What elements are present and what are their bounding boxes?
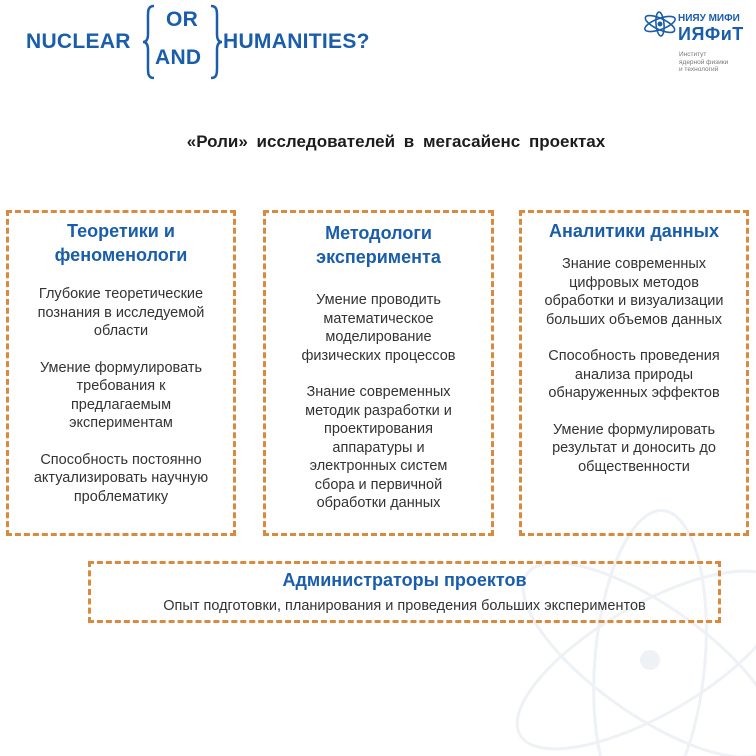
logo-abbr: ИЯФиТ xyxy=(678,24,744,44)
logo-subtitle: Институт ядерной физики и технологий xyxy=(679,51,729,73)
list-item: Глубокие теоретические познания в исследуемой области xyxy=(37,286,205,339)
header-or: OR xyxy=(166,8,199,31)
role-heading: Теоретики и феноменологи xyxy=(54,221,188,265)
right-brace-icon xyxy=(209,4,223,80)
role-box-administrators xyxy=(88,561,721,623)
role-heading: Методологи эксперимента xyxy=(316,223,441,267)
role-items xyxy=(9,285,233,506)
role-box-methodologists xyxy=(263,210,494,536)
list-item: Умение проводить математическое моделирование физических процессов xyxy=(301,292,456,364)
institute-logo xyxy=(642,5,754,85)
list-item: Знание современных цифровых методов обработки и визуализации больших объемов данных xyxy=(544,256,724,328)
atom-logo-icon xyxy=(642,11,678,37)
header xyxy=(0,0,756,90)
logo-org: НИЯУ МИФИ xyxy=(678,13,740,24)
list-item: Знание современных методик разработки и проектирования аппаратуры и электронных систем сбора и первичной обработки данных xyxy=(305,384,452,511)
role-box-theorists xyxy=(6,210,236,536)
left-brace-icon xyxy=(142,4,156,80)
list-item: Умение формулировать требования к предлагаемым экспериментам xyxy=(39,359,203,431)
list-item: Умение формулировать результат и доносить до общественности xyxy=(552,421,716,475)
list-item: Способность постоянно актуализировать научную проблематику xyxy=(33,451,209,505)
header-humanities: HUMANITIES? xyxy=(223,30,370,53)
role-items xyxy=(522,255,746,476)
role-box-analysts xyxy=(519,210,749,536)
list-item: Способность проведения анализа природы обнаруженных эффектов xyxy=(548,348,720,401)
role-heading: Администраторы проектов xyxy=(282,570,527,590)
header-and: AND xyxy=(155,46,202,69)
header-nuclear: NUCLEAR xyxy=(26,30,131,53)
role-description: Опыт подготовки, планирования и проведения больших экспериментов xyxy=(163,598,646,614)
role-items xyxy=(266,291,491,513)
role-heading: Аналитики данных xyxy=(549,221,719,241)
page-title: «Роли» исследователей в мегасайенс проектах xyxy=(186,132,606,151)
